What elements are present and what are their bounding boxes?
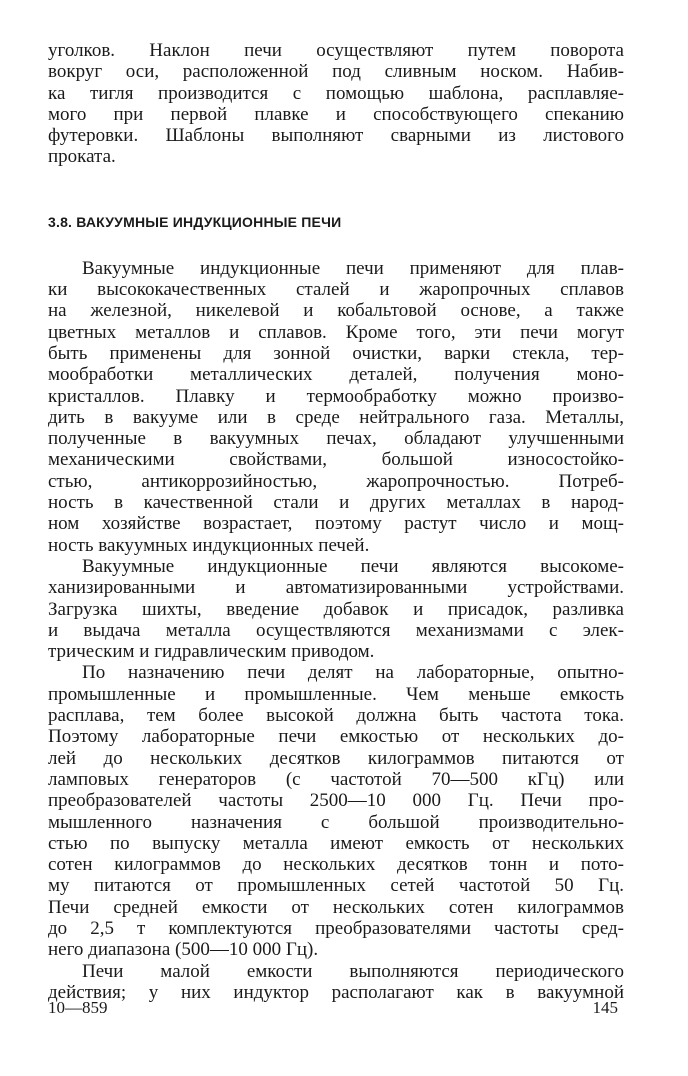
- text-line: кристаллов. Плавку и термообработку можно произво-: [48, 385, 624, 407]
- text-line: преобразователей частоты 2500—10 000 Гц. Печи про-: [48, 790, 624, 812]
- printer-signature: 10—859: [48, 998, 108, 1017]
- text-line: до 2,5 т комплектуются преобразователями частоты сред-: [48, 917, 624, 939]
- text-line: него диапазона (500—10 000 Гц).: [48, 939, 319, 961]
- text-line: проката.: [48, 146, 116, 168]
- paragraph-1: [48, 258, 624, 556]
- text-line: футеровки. Шаблоны выполняют сварными из листового: [48, 125, 624, 147]
- paragraph-intro: [48, 40, 624, 168]
- text-line: Вакуумные индукционные печи являются высокоме-: [82, 555, 624, 577]
- text-line: на железной, никелевой и кобальтовой основе, а также: [48, 300, 624, 322]
- page-body: [48, 40, 624, 1003]
- text-line: вокруг оси, расположенной под сливным носком. Набив-: [48, 61, 624, 83]
- text-line: и выдача металла осуществляются механизмами с элек-: [48, 619, 624, 641]
- page-number: 145: [592, 998, 618, 1017]
- paragraph-4: [48, 961, 624, 1004]
- text-line: сотен килограммов до нескольких десятков тонн и пото-: [48, 854, 624, 876]
- text-line: полученные в вакуумных печах, обладают улучшенными: [48, 428, 624, 450]
- text-line: цветных металлов и сплавов. Кроме того, эти печи могут: [48, 321, 624, 343]
- text-line: расплава, тем более высокой должна быть частота тока.: [48, 705, 624, 727]
- text-line: ность в качественной стали и других металлах в народ-: [48, 492, 624, 514]
- text-line: трическим и гидравлическим приводом.: [48, 641, 375, 663]
- text-line: ность вакуумных индукционных печей.: [48, 534, 370, 556]
- text-line: ламповых генераторов (с частотой 70—500 кГц) или: [48, 768, 624, 790]
- text-line: действия; у них индуктор располагают как в вакуумной: [48, 981, 624, 1003]
- text-line: ном хозяйстве возрастает, поэтому растут число и мощ-: [48, 513, 624, 535]
- text-line: Вакуумные индукционные печи применяют для плав-: [82, 257, 624, 279]
- text-line: Поэтому лабораторные печи емкостью от нескольких до-: [48, 726, 624, 748]
- text-line: му питаются от промышленных сетей частотой 50 Гц.: [48, 875, 624, 897]
- text-line: быть применены для зонной очистки, варки стекла, тер-: [48, 342, 624, 364]
- section-heading: 3.8. ВАКУУМНЫЕ ИНДУКЦИОННЫЕ ПЕЧИ: [48, 213, 342, 230]
- text-line: ханизированными и автоматизированными устройствами.: [48, 577, 624, 599]
- text-line: мышленного назначения с большой производительно-: [48, 811, 624, 833]
- text-line: механическими свойствами, большой износостойко-: [48, 449, 624, 471]
- text-line: мообработки металлических деталей, получения моно-: [48, 364, 624, 386]
- text-line: уголков. Наклон печи осуществляют путем поворота: [48, 40, 624, 61]
- text-line: По назначению печи делят на лабораторные, опытно-: [82, 662, 624, 684]
- text-line: лей до нескольких десятков килограммов питаются от: [48, 747, 624, 769]
- paragraph-2: [48, 556, 624, 662]
- text-line: мого при первой плавке и способствующего спеканию: [48, 103, 624, 125]
- text-line: стью по выпуску металла имеют емкость от нескольких: [48, 832, 624, 854]
- text-line: ка тигля производится с помощью шаблона, расплавляе-: [48, 82, 624, 104]
- text-line: Печи средней емкости от нескольких сотен килограммов: [48, 896, 624, 918]
- text-line: ки высококачественных сталей и жаропрочных сплавов: [48, 279, 624, 301]
- text-line: стью, антикоррозийностью, жаропрочностью. Потреб-: [48, 470, 624, 492]
- text-line: Загрузка шихты, введение добавок и присадок, разливка: [48, 598, 624, 620]
- text-line: промышленные и промышленные. Чем меньше емкость: [48, 683, 624, 705]
- paragraph-3: [48, 662, 624, 960]
- text-line: дить в вакууме или в среде нейтрального газа. Металлы,: [48, 406, 624, 428]
- text-line: Печи малой емкости выполняются периодического: [82, 960, 624, 982]
